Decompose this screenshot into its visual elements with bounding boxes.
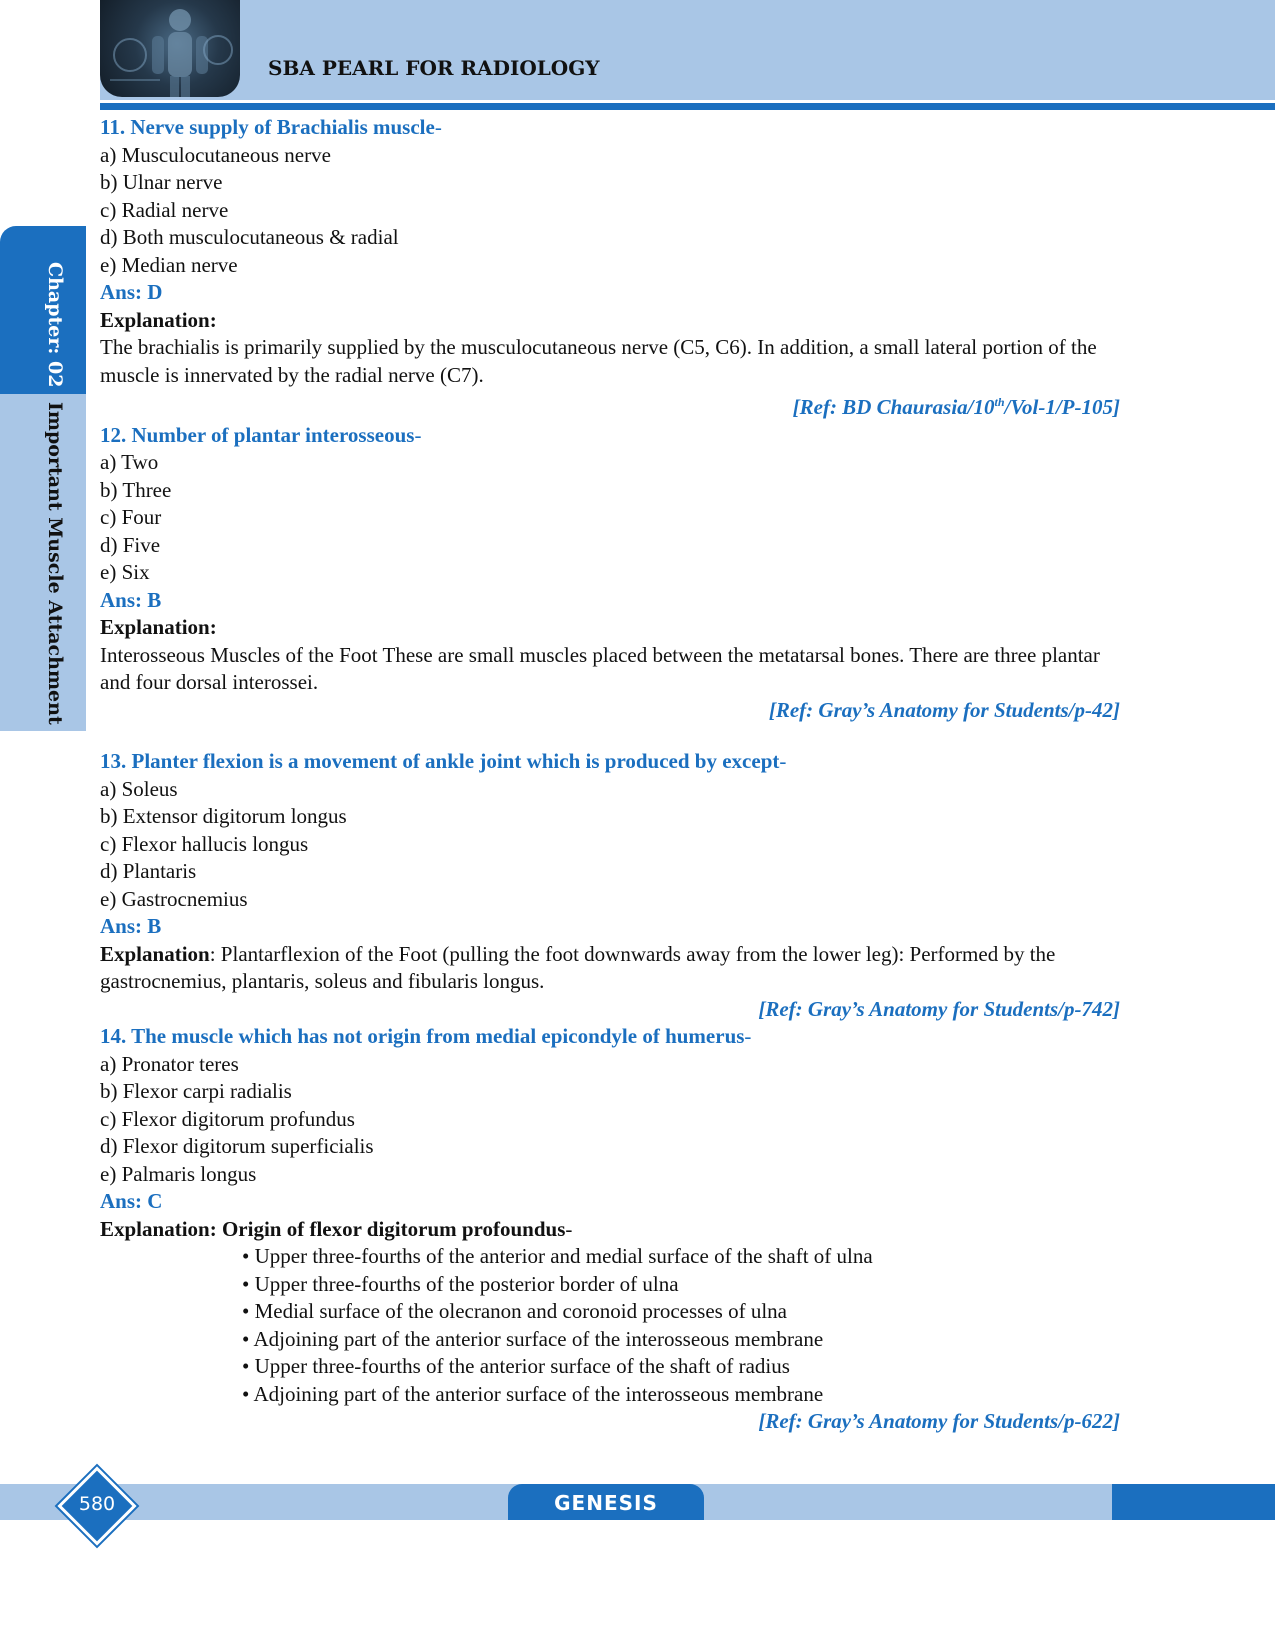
list-item: • Adjoining part of the anterior surface of the interosseous membrane <box>242 1326 1120 1354</box>
option: b) Flexor carpi radialis <box>100 1079 292 1103</box>
answer: Ans: B <box>100 914 162 938</box>
answer: Ans: B <box>100 587 162 612</box>
option: a) Soleus <box>100 776 178 801</box>
header-band <box>100 0 1275 100</box>
header-rule <box>100 103 1275 110</box>
question-block <box>100 748 1120 1023</box>
list-item: • Upper three-fourths of the posterior border of ulna <box>242 1271 1120 1299</box>
option: a) Two <box>100 450 159 474</box>
option: c) Radial nerve <box>100 197 229 222</box>
option: c) Flexor digitorum profundus <box>100 1106 355 1131</box>
option: b) Ulnar nerve <box>100 170 223 194</box>
question-block <box>100 114 1120 422</box>
option: e) Median nerve <box>100 252 238 277</box>
origin-bullet-list <box>100 1243 1120 1408</box>
reference: [Ref: Gray’s Anatomy for Students/p-742] <box>758 996 1120 1021</box>
answer: Ans: C <box>100 1189 163 1213</box>
option: b) Extensor digitorum longus <box>100 804 347 828</box>
reference: [Ref: Gray’s Anatomy for Students/p-42] <box>768 697 1120 722</box>
page-number-badge <box>62 1471 132 1541</box>
explanation-label: Explanation: <box>100 615 217 639</box>
footer-accent <box>1112 1484 1275 1520</box>
explanation-label: Explanation: <box>100 307 217 332</box>
option: d) Flexor digitorum superficialis <box>100 1134 374 1158</box>
book-title: SBA PEARL FOR RADIOLOGY <box>268 56 600 80</box>
option: e) Gastrocnemius <box>100 886 248 911</box>
option: e) Six <box>100 560 150 584</box>
option: d) Five <box>100 532 161 557</box>
page-number: 580 <box>78 1493 116 1515</box>
question-title: 12. Number of plantar interosseous- <box>100 422 422 447</box>
option: c) Four <box>100 505 162 529</box>
option: d) Plantaris <box>100 859 197 883</box>
question-block <box>100 422 1120 725</box>
list-item: • Upper three-fourths of the anterior and medial surface of the shaft of ulna <box>242 1243 1120 1271</box>
anatomy-figure-icon <box>100 0 240 97</box>
list-item: • Upper three-fourths of the anterior surface of the shaft of radius <box>242 1353 1120 1381</box>
option: b) Three <box>100 477 172 502</box>
page-content <box>100 114 1120 1436</box>
option: a) Musculocutaneous nerve <box>100 142 331 167</box>
chapter-topic: Important Muscle Attachment <box>44 402 66 725</box>
option: e) Palmaris longus <box>100 1161 257 1186</box>
brand-logo: GENESIS <box>508 1484 704 1520</box>
explanation-text: Interosseous Muscles of the Foot These are small muscles placed between the metatarsal bones. There are three plantar and four dorsal interossei. <box>100 642 1100 694</box>
question-title: 13. Planter flexion is a movement of ankle joint which is produced by except- <box>100 749 787 773</box>
option: c) Flexor hallucis longus <box>100 831 309 856</box>
explanation-text: Explanation: Plantarflexion of the Foot (pulling the foot downwards away from the lower leg): Performed by the gastrocnemius, plantaris, soleus and fibularis longus. <box>100 941 1056 993</box>
reference: [Ref: BD Chaurasia/10th/Vol-1/P-105] <box>792 395 1120 419</box>
option: a) Pronator teres <box>100 1051 239 1076</box>
list-item: • Adjoining part of the anterior surface of the interosseous membrane <box>242 1381 1120 1409</box>
list-item: • Medial surface of the olecranon and coronoid processes of ulna <box>242 1298 1120 1326</box>
explanation-label: Explanation: Origin of flexor digitorum profoundus- <box>100 1216 573 1241</box>
option: d) Both musculocutaneous & radial <box>100 225 399 249</box>
question-title: 11. Nerve supply of Brachialis muscle- <box>100 115 442 139</box>
chapter-side-tab <box>0 226 86 731</box>
question-block <box>100 1023 1120 1436</box>
answer: Ans: D <box>100 280 163 304</box>
chapter-label: Chapter: 02 <box>44 262 66 388</box>
question-title: 14. The muscle which has not origin from medial epicondyle of humerus- <box>100 1024 752 1048</box>
explanation-text: The brachialis is primarily supplied by the musculocutaneous nerve (C5, C6). In addition, a small lateral portion of the muscle is innervated by the radial nerve (C7). <box>100 335 1097 387</box>
reference: [Ref: Gray’s Anatomy for Students/p-622] <box>758 1409 1120 1433</box>
